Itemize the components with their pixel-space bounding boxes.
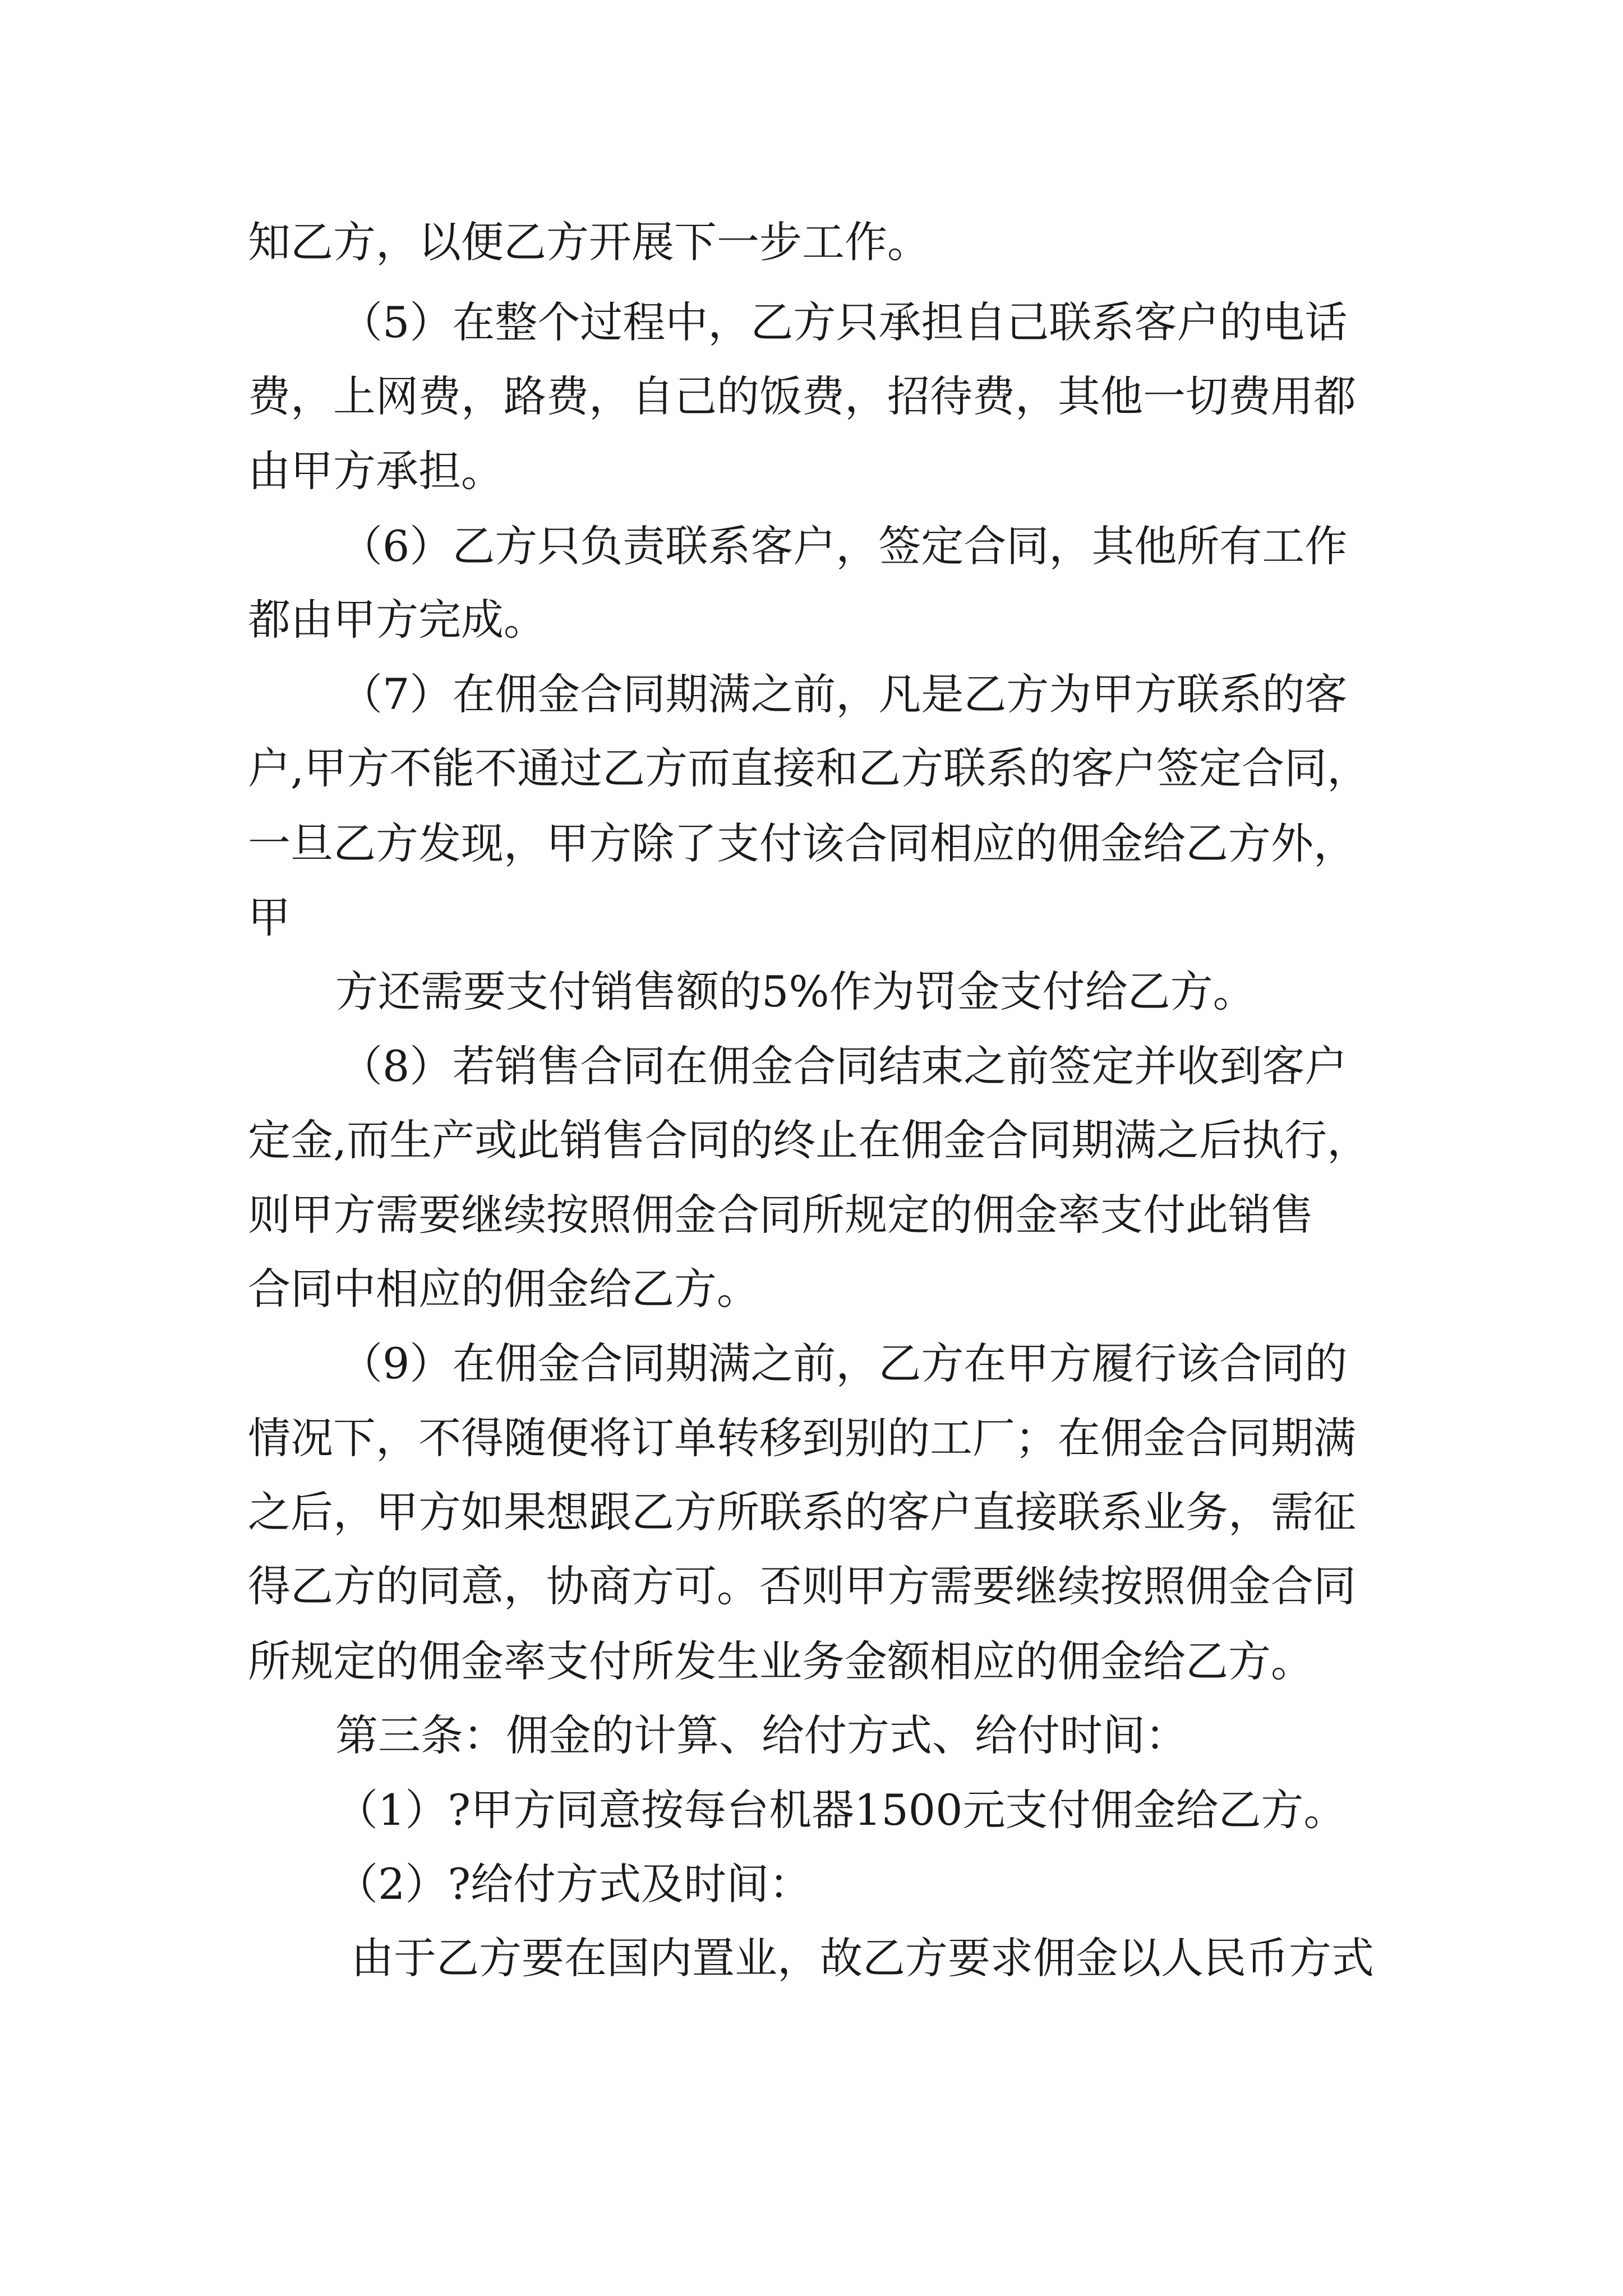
text-line: 之后，甲方如果想跟乙方所联系的客户直接联系业务，需征: [248, 1487, 1356, 1537]
text-line: 由于乙方要在国内置业，故乙方要求佣金以人民币方式: [351, 1933, 1374, 1983]
text-line: （2）?给付方式及时间：: [335, 1859, 812, 1909]
text-line: （6）乙方只负责联系客户，签定合同，其他所有工作: [340, 521, 1348, 571]
text-line: （8）若销售合同在佣金合同结束之前签定并收到客户: [340, 1041, 1348, 1091]
text-line: 所规定的佣金率支付所发生业务金额相应的佣金给乙方。: [248, 1636, 1313, 1686]
text-line: 得乙方的同意，协商方可。否则甲方需要继续按照佣金合同: [248, 1561, 1356, 1611]
text-line: 由甲方承担。: [248, 446, 504, 496]
text-line: 一旦乙方发现，甲方除了支付该合同相应的佣金给乙方外，: [248, 818, 1356, 868]
text-line: （5）在整个过程中，乙方只承担自己联系客户的电话: [340, 297, 1348, 347]
text-line: 甲: [248, 892, 291, 942]
text-line: 定金,而生产或此销售合同的终止在佣金合同期满之后执行，: [248, 1115, 1370, 1165]
text-line: 则甲方需要继续按照佣金合同所规定的佣金率支付此销售: [248, 1190, 1313, 1240]
text-line: 知乙方，以便乙方开展下一步工作。: [248, 217, 930, 267]
text-line: （9）在佣金合同期满之前，乙方在甲方履行该合同的: [340, 1338, 1348, 1388]
text-line: 第三条：佣金的计算、给付方式、给付时间：: [335, 1710, 1188, 1760]
text-line: 方还需要支付销售额的5%作为罚金支付给乙方。: [335, 967, 1256, 1016]
text-line: 户,甲方不能不通过乙方而直接和乙方联系的客户签定合同，: [248, 743, 1370, 793]
text-line: （1）?甲方同意按每台机器1500元支付佣金给乙方。: [335, 1785, 1347, 1835]
text-line: 费，上网费，路费，自己的饭费，招待费，其他一切费用都: [248, 371, 1356, 421]
text-line: 都由甲方完成。: [248, 595, 546, 645]
text-line: 情况下，不得随便将订单转移到别的工厂；在佣金合同期满: [248, 1413, 1356, 1463]
text-line: 合同中相应的佣金给乙方。: [248, 1264, 759, 1314]
text-line: （7）在佣金合同期满之前，凡是乙方为甲方联系的客: [340, 669, 1348, 719]
